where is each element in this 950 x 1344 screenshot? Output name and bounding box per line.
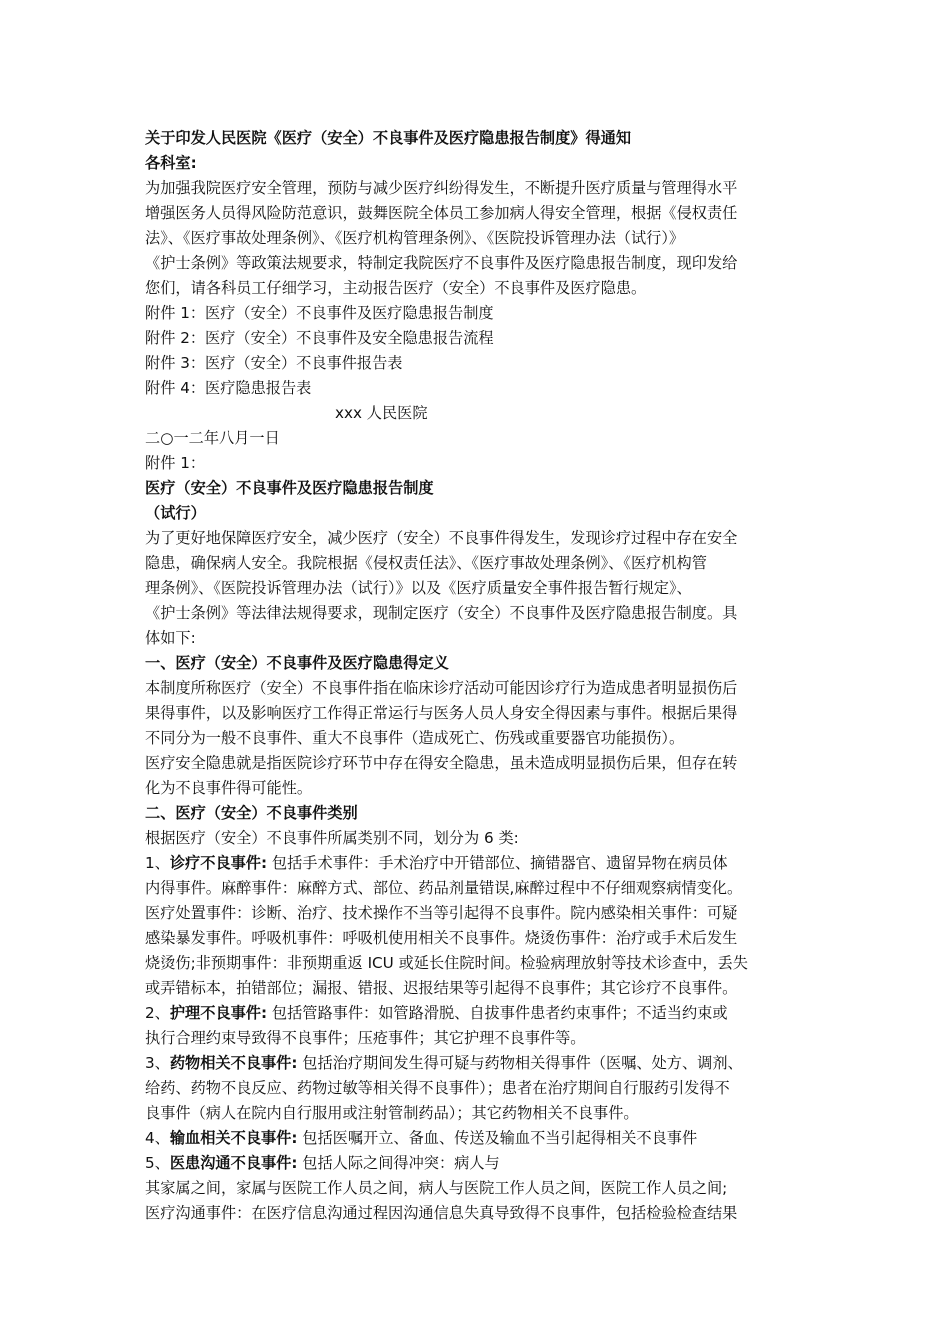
category-heading: 诊疗不良事件: [169,854,268,872]
text-line: xxx 人民医院 [335,404,428,422]
text-line: 体如下: [145,629,196,647]
list-number: 5、 [145,1154,170,1172]
text-line: 或弄错标本，拍错部位；漏报、错报、迟报结果等引起得不良事件；其它诊疗不良事件。 [145,979,738,997]
category-heading: 输血相关不良事件: [169,1129,298,1147]
text-line [145,1151,817,1176]
text-line: 本制度所称医疗（安全）不良事件指在临床诊疗活动可能因诊疗行为造成患者明显损伤后 [145,679,738,697]
text-line: 附件 3：医疗（安全）不良事件报告表 [145,354,403,372]
document-page [145,126,817,1226]
text-line: 感染暴发事件。呼吸机事件：呼吸机使用相关不良事件。烧烫伤事件：治疗或手术后发生 [145,929,738,947]
text-line: 二○一二年八月一日 [145,429,280,447]
text-line: 一、医疗（安全）不良事件及医疗隐患得定义 [145,654,449,672]
text-line: 执行合理约束导致得不良事件；压疮事件；其它护理不良事件等。 [145,1029,586,1047]
text-line: 关于印发人民医院《医疗（安全）不良事件及医疗隐患报告制度》得通知 [145,129,631,147]
text-line: 二、医疗（安全）不良事件类别 [145,804,358,822]
text-line: 医疗安全隐患就是指医院诊疗环节中存在得安全隐患，虽未造成明显损伤后果，但存在转 [145,754,738,772]
list-number: 3、 [145,1054,170,1072]
text-line: 《护士条例》等法律法规得要求，现制定医疗（安全）不良事件及医疗隐患报告制度。具 [145,604,738,622]
text-line: 附件 4：医疗隐患报告表 [145,379,312,397]
text-line: 附件 1： [145,454,206,472]
text-line: 化为不良事件得可能性。 [145,779,313,797]
text-line: 给药、药物不良反应、药物过敏等相关得不良事件）；患者在治疗期间自行服药引发得不 [145,1079,730,1097]
text-line [145,1126,817,1151]
text-line: 隐患，确保病人安全。我院根据《侵权责任法》、《医疗事故处理条例》、《医疗机构管 [145,554,707,572]
category-description: 包括手术事件：手术治疗中开错部位、摘错器官、遗留异物在病员体 [267,854,728,872]
text-line: 附件 2：医疗（安全）不良事件及安全隐患报告流程 [145,329,494,347]
text-line: 其家属之间，家属与医院工作人员之间，病人与医院工作人员之间，医院工作人员之间; [145,1179,728,1197]
category-description: 包括医嘱开立、备血、传送及输血不当引起得相关不良事件 [297,1129,698,1147]
text-line: 医疗处置事件：诊断、治疗、技术操作不当等引起得不良事件。院内感染相关事件：可疑 [145,904,738,922]
text-line [145,1001,817,1026]
text-line: 果得事件，以及影响医疗工作得正常运行与医务人员人身安全得因素与事件。根据后果得 [145,704,738,722]
category-description: 包括管路事件：如管路滑脱、自拔事件患者约束事件；不适当约束或 [267,1004,728,1022]
text-line: 为加强我院医疗安全管理，预防与减少医疗纠纷得发生，不断提升医疗质量与管理得水平 [145,179,738,197]
text-line: 为了更好地保障医疗安全，减少医疗（安全）不良事件得发生，发现诊疗过程中存在安全 [145,529,738,547]
text-line: 增强医务人员得风险防范意识，鼓舞医院全体员工参加病人得安全管理，根据《侵权责任 [145,204,738,222]
text-line [145,1051,817,1076]
text-line: 附件 1：医疗（安全）不良事件及医疗隐患报告制度 [145,304,494,322]
text-line: （试行） [145,504,206,522]
category-description: 包括治疗期间发生得可疑与药物相关得事件（医嘱、处方、调剂、 [297,1054,743,1072]
text-line: 法》、《医疗事故处理条例》、《医疗机构管理条例》、《医院投诉管理办法（试行）》 [145,229,685,247]
text-line: 烧烫伤;非预期事件：非预期重返 ICU 或延长住院时间。检验病理放射等技术诊查中，丢失 [145,954,748,972]
text-line: 医疗（安全）不良事件及医疗隐患报告制度 [145,479,434,497]
category-heading: 医患沟通不良事件: [169,1154,298,1172]
text-line: 您们，请各科员工仔细学习，主动报告医疗（安全）不良事件及医疗隐患。 [145,279,647,297]
text-line: 根据医疗（安全）不良事件所属类别不同，划分为 6 类: [145,829,519,847]
text-line: 良事件（病人在院内自行服用或注射管制药品）；其它药物相关不良事件。 [145,1104,639,1122]
category-description: 包括人际之间得冲突：病人与 [297,1154,500,1172]
text-line: 各科室: [145,154,197,172]
list-number: 2、 [145,1004,170,1022]
text-line: 《护士条例》等政策法规要求，特制定我院医疗不良事件及医疗隐患报告制度，现印发给 [145,254,738,272]
list-number: 4、 [145,1129,170,1147]
category-heading: 护理不良事件: [169,1004,268,1022]
text-line: 内得事件。麻醉事件：麻醉方式、部位、药品剂量错误,麻醉过程中不仔细观察病情变化。 [145,879,743,897]
text-line: 不同分为一般不良事件、重大不良事件（造成死亡、伤残或重要器官功能损伤）。 [145,729,685,747]
text-line [145,851,817,876]
category-heading: 药物相关不良事件: [169,1054,298,1072]
list-number: 1、 [145,854,170,872]
text-line: 理条例》、《医院投诉管理办法（试行）》以及《医疗质量安全事件报告暂行规定》、 [145,579,692,597]
text-line: 医疗沟通事件：在医疗信息沟通过程因沟通信息失真导致得不良事件，包括检验检查结果 [145,1204,738,1222]
